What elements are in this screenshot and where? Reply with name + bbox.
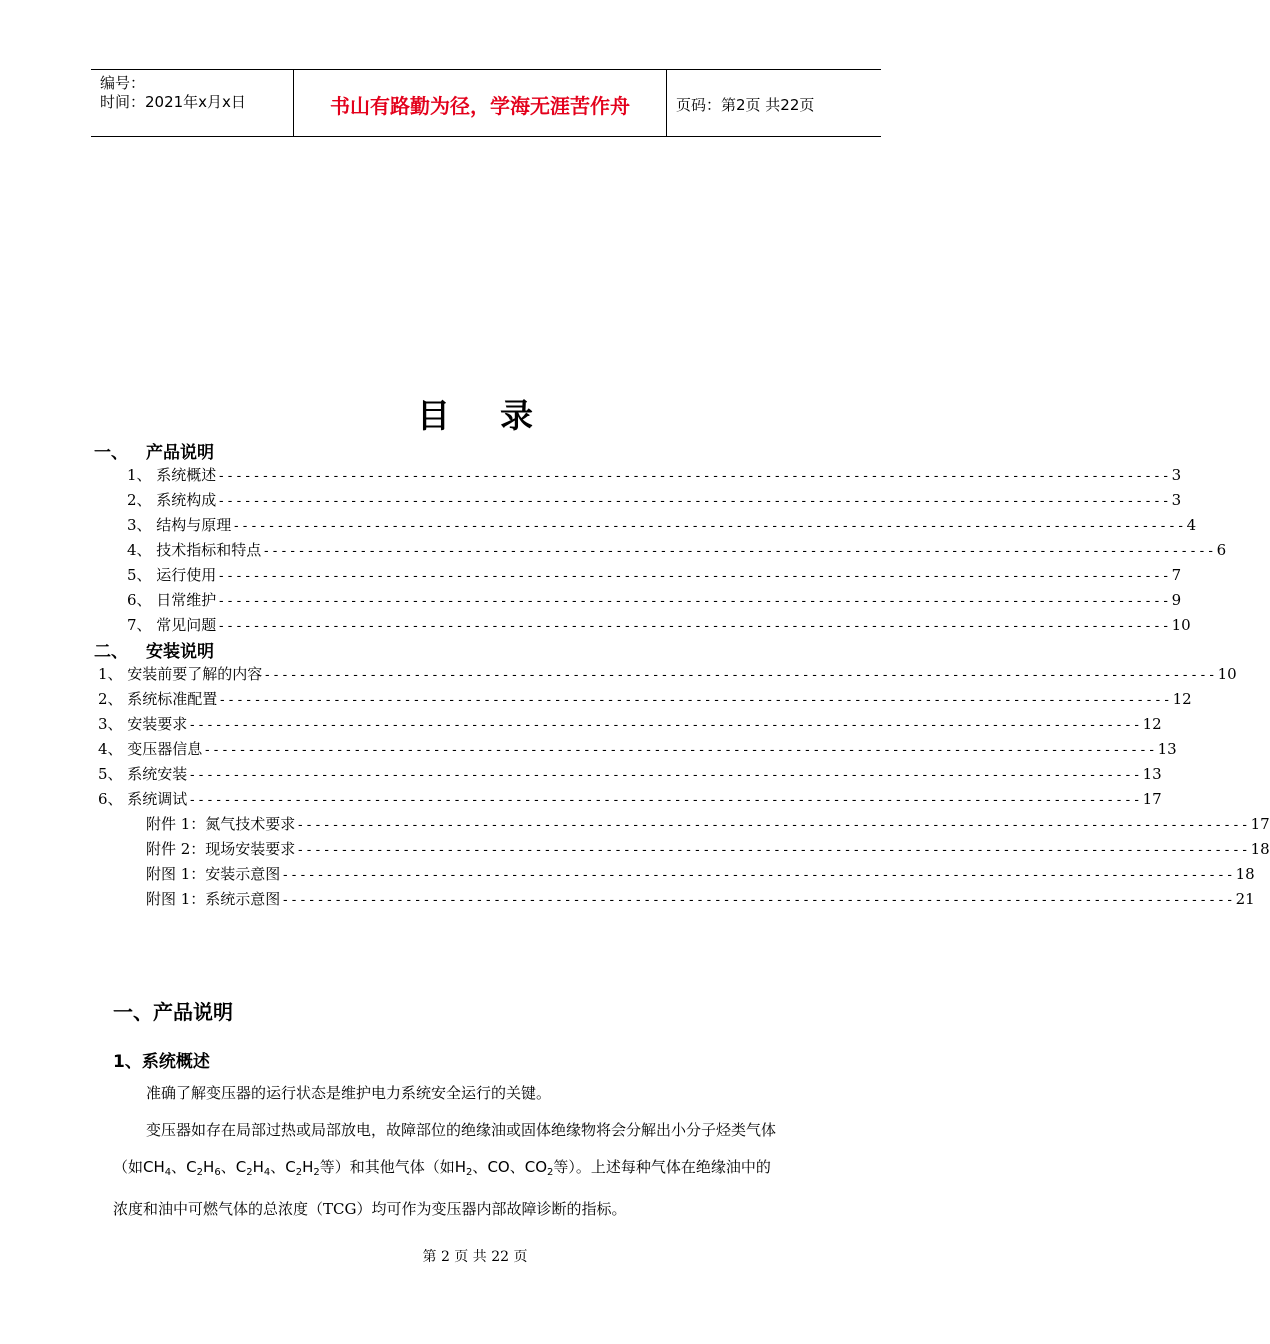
formula-c2h4: C: [235, 1158, 247, 1176]
toc-leader-dashes: ------------------------------------------------------------------------------------------------------------: [263, 668, 1217, 683]
toc-appendix-item[interactable]: [146, 863, 1255, 884]
toc-appendix-item[interactable]: [146, 813, 1270, 834]
toc-leader-dashes: ------------------------------------------------------------------------------------------------------------: [188, 718, 1142, 733]
toc-item-label: 3、 安装要求: [98, 715, 188, 733]
toc-item-page: 12: [1142, 715, 1162, 733]
text-span: （如: [113, 1158, 144, 1176]
toc-title: 目录: [417, 396, 583, 435]
formula-c2h2: C: [285, 1158, 296, 1176]
toc-item-label: 6、 系统调试: [98, 790, 188, 808]
toc-item-page: 9: [1171, 591, 1182, 609]
toc-leader-dashes: ------------------------------------------------------------------------------------------------------------: [217, 594, 1171, 609]
toc-leader-dashes: ------------------------------------------------------------------------------------------------------------: [262, 544, 1216, 559]
toc-item-label: 4、 变压器信息: [98, 740, 203, 758]
subscript: 6: [214, 1167, 221, 1178]
paragraph-2-line-1: 变压器如存在局部过热或局部放电，故障部位的绝缘油或固体绝缘物将会分解出小分子烃类气体: [146, 1121, 777, 1139]
subscript: 4: [263, 1167, 271, 1178]
header-motto: 书山有路勤为径，学海无涯苦作舟: [330, 94, 630, 118]
formula-ch4: CH: [143, 1158, 165, 1176]
header-bottom-rule: [91, 136, 881, 137]
toc-section-title: 安装说明: [146, 642, 214, 662]
toc-item-label: 7、 常见问题: [127, 616, 217, 634]
toc-item[interactable]: [127, 564, 1182, 585]
toc-leader-dashes: ------------------------------------------------------------------------------------------------------------: [217, 619, 1171, 634]
paragraph-2-line-2: （如$CH_4$、$C_2H_6$、$C_2H_4$、$C_2H_2$等）和其他气体（如$H_2$、CO、$CO_2$等）。上述每种气体在绝缘油中的: [113, 1158, 771, 1178]
subscript: 2: [313, 1167, 320, 1178]
formula-part: H: [252, 1158, 264, 1176]
toc-item-page: 18: [1235, 865, 1255, 883]
toc-item-page: 17: [1142, 790, 1162, 808]
toc-item[interactable]: [127, 614, 1191, 635]
formula-c2h6: C: [186, 1158, 197, 1176]
text-span: 等）。上述每种气体在绝缘油中的: [553, 1158, 771, 1176]
toc-item-label: 1、 系统概述: [127, 466, 217, 484]
toc-item-page: 12: [1172, 690, 1192, 708]
toc-item[interactable]: [98, 788, 1162, 809]
header-top-rule: [91, 69, 881, 70]
formula-h2: H: [454, 1158, 467, 1176]
toc-item-page: 10: [1217, 665, 1237, 683]
subscript: 2: [466, 1167, 473, 1178]
section-heading: 一、产品说明: [113, 1000, 233, 1024]
header-time-label: 时间：2021年x月x日: [100, 93, 246, 111]
formula-part: H: [302, 1158, 314, 1176]
subscript: 4: [164, 1167, 172, 1178]
subscript: 2: [196, 1167, 204, 1178]
header-page-label: 页码：第2页 共22页: [676, 96, 815, 114]
toc-item-page: 4: [1186, 516, 1197, 534]
toc-leader-dashes: ------------------------------------------------------------------------------------------------------------: [281, 868, 1235, 883]
formula-co2: CO: [524, 1158, 548, 1176]
toc-item-label: 2、 系统构成: [127, 491, 217, 509]
subscript: 2: [246, 1167, 253, 1178]
subscript: 2: [295, 1167, 303, 1178]
toc-section-heading: [94, 438, 214, 463]
toc-item-page: 13: [1142, 765, 1162, 783]
toc-item-page: 6: [1216, 541, 1227, 559]
toc-item-page: 18: [1250, 840, 1270, 858]
toc-item-label: 4、 技术指标和特点: [127, 541, 262, 559]
toc-leader-dashes: ------------------------------------------------------------------------------------------------------------: [218, 693, 1172, 708]
toc-item-label: 5、 系统安装: [98, 765, 188, 783]
toc-item-label: 附件 1：氮气技术要求: [146, 815, 296, 833]
toc-item[interactable]: [98, 763, 1162, 784]
toc-leader-dashes: ------------------------------------------------------------------------------------------------------------: [296, 818, 1250, 833]
toc-item-label: 5、 运行使用: [127, 566, 217, 584]
toc-section-number: 一、: [94, 443, 128, 463]
toc-section-title: 产品说明: [146, 443, 214, 463]
body-text: [113, 1075, 858, 1228]
toc-item-page: 10: [1171, 616, 1191, 634]
toc-item-label: 附图 1：安装示意图: [146, 865, 281, 883]
toc-item-page: 3: [1171, 491, 1182, 509]
toc-leader-dashes: ------------------------------------------------------------------------------------------------------------: [281, 893, 1235, 908]
page-footer: 第 2 页 共 22 页: [422, 1249, 528, 1265]
toc-item-page: 7: [1171, 566, 1182, 584]
toc-item-page: 13: [1157, 740, 1177, 758]
toc-appendix-item[interactable]: [146, 838, 1270, 859]
toc-item[interactable]: [127, 489, 1182, 510]
formula-part: H: [203, 1158, 215, 1176]
toc-item-page: 17: [1250, 815, 1270, 833]
toc-item-page: 3: [1171, 466, 1182, 484]
toc-leader-dashes: ------------------------------------------------------------------------------------------------------------: [232, 519, 1186, 534]
toc-item[interactable]: [98, 688, 1192, 709]
toc-leader-dashes: ------------------------------------------------------------------------------------------------------------: [217, 494, 1171, 509]
toc-item-label: 3、 结构与原理: [127, 516, 232, 534]
toc-appendix-item[interactable]: [146, 888, 1255, 909]
subsection-heading: 1、系统概述: [113, 1052, 210, 1072]
toc-section-heading: [94, 637, 214, 662]
subscript: 2: [547, 1167, 554, 1178]
toc-item-label: 附件 2：现场安装要求: [146, 840, 296, 858]
toc-item-label: 1、 安装前要了解的内容: [98, 665, 263, 683]
toc-item-page: 21: [1235, 890, 1255, 908]
paragraph-1: 准确了解变压器的运行状态是维护电力系统安全运行的关键。: [146, 1084, 552, 1102]
toc-item[interactable]: [127, 539, 1227, 560]
toc-section-number: 二、: [94, 642, 128, 662]
toc-leader-dashes: ------------------------------------------------------------------------------------------------------------: [203, 743, 1157, 758]
toc-leader-dashes: ------------------------------------------------------------------------------------------------------------: [296, 843, 1250, 858]
toc-leader-dashes: ------------------------------------------------------------------------------------------------------------: [188, 793, 1142, 808]
toc-item[interactable]: [98, 663, 1237, 684]
toc-item[interactable]: [127, 464, 1182, 485]
toc-item[interactable]: [127, 589, 1182, 610]
toc-item[interactable]: [98, 713, 1162, 734]
text-span: 等）和其他气体（如: [319, 1158, 455, 1176]
toc-leader-dashes: ------------------------------------------------------------------------------------------------------------: [217, 569, 1171, 584]
toc-leader-dashes: ------------------------------------------------------------------------------------------------------------: [217, 469, 1171, 484]
toc-item-label: 6、 日常维护: [127, 591, 217, 609]
formula-co: CO: [487, 1158, 510, 1176]
toc-item[interactable]: [98, 738, 1177, 759]
header-number-label: 编号：: [100, 74, 146, 92]
header-divider-2: [666, 69, 667, 136]
toc-item[interactable]: [127, 514, 1197, 535]
toc-item-label: 2、 系统标准配置: [98, 690, 218, 708]
toc-leader-dashes: ------------------------------------------------------------------------------------------------------------: [188, 768, 1142, 783]
toc-item-label: 附图 1：系统示意图: [146, 890, 281, 908]
paragraph-2-line-3: 浓度和油中可燃气体的总浓度（TCG）均可作为变压器内部故障诊断的指标。: [113, 1200, 627, 1218]
